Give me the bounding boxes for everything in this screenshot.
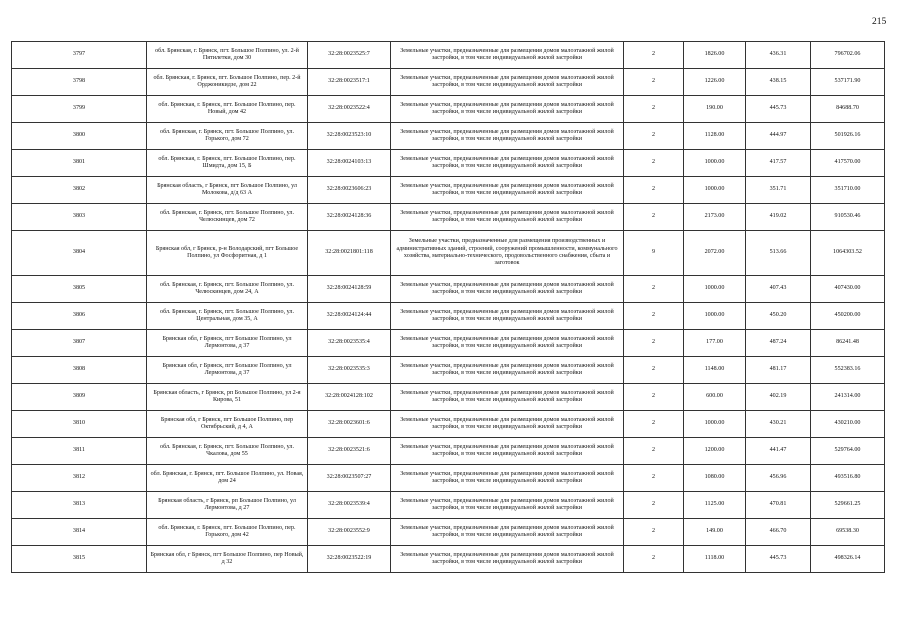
- area-cell: 1128.00: [684, 123, 746, 150]
- row-number-cell: 3806: [12, 303, 147, 330]
- table-row: [12, 177, 885, 204]
- land-use-purpose-cell: Земельные участки, предназначенные для размещения домов малоэтажной жилой застройки, в том числе индивидуальной жилой застройки: [391, 69, 624, 96]
- row-number-cell: 3811: [12, 438, 147, 465]
- area-cell: 1000.00: [684, 411, 746, 438]
- table-row: [12, 330, 885, 357]
- page-number: 215: [872, 17, 887, 27]
- row-number-cell: 3808: [12, 357, 147, 384]
- area-cell: 1148.00: [684, 357, 746, 384]
- table-row: [12, 204, 885, 231]
- address-cell: обл. Брянская, г. Брянск, пгт. Большое Полпино, ул. Челюскинцев, дом 24, А: [147, 276, 308, 303]
- row-number-cell: 3815: [12, 546, 147, 573]
- specific-value-cell: 441.47: [746, 438, 811, 465]
- cadastral-number-cell: 32:28:0023523:10: [308, 123, 391, 150]
- land-use-purpose-cell: Земельные участки, предназначенные для размещения домов малоэтажной жилой застройки, в том числе индивидуальной жилой застройки: [391, 411, 624, 438]
- land-use-group-cell: 2: [624, 492, 684, 519]
- address-cell: обл. Брянская, г. Брянск, пгт. Большое Полпино, ул. Горького, дом 72: [147, 123, 308, 150]
- area-cell: 1000.00: [684, 303, 746, 330]
- address-cell: Брянская обл, г Брянск, пгт Большое Полпино, ул Лермонтова, д 37: [147, 357, 308, 384]
- address-cell: обл. Брянская, г. Брянск, пгт. Большое Полпино, пер. Шмидта, дом 15, Б: [147, 150, 308, 177]
- area-cell: 1826.00: [684, 42, 746, 69]
- land-use-purpose-cell: Земельные участки, предназначенные для размещения домов малоэтажной жилой застройки, в том числе индивидуальной жилой застройки: [391, 438, 624, 465]
- row-number-cell: 3807: [12, 330, 147, 357]
- land-use-purpose-cell: Земельные участки, предназначенные для размещения домов малоэтажной жилой застройки, в том числе индивидуальной жилой застройки: [391, 465, 624, 492]
- table-row: [12, 276, 885, 303]
- land-use-group-cell: 2: [624, 42, 684, 69]
- land-use-purpose-cell: Земельные участки, предназначенные для размещения домов малоэтажной жилой застройки, в том числе индивидуальной жилой застройки: [391, 330, 624, 357]
- land-registry-table: [11, 41, 885, 573]
- cadastral-number-cell: 32:28:0021801:118: [308, 231, 391, 276]
- address-cell: Брянская обл, г Брянск, р-н Володарский, пгт Большое Полпино, ул Фосфоритная, д 1: [147, 231, 308, 276]
- land-use-group-cell: 2: [624, 330, 684, 357]
- land-use-purpose-cell: Земельные участки, предназначенные для размещения домов малоэтажной жилой застройки, в том числе индивидуальной жилой застройки: [391, 303, 624, 330]
- cadastral-value-cell: 498326.14: [811, 546, 885, 573]
- land-use-purpose-cell: Земельные участки, предназначенные для размещения домов малоэтажной жилой застройки, в том числе индивидуальной жилой застройки: [391, 123, 624, 150]
- cadastral-value-cell: 84688.70: [811, 96, 885, 123]
- address-cell: Брянская область, г Брянск, рп Большое Полпино, ул Лермонтова, д 27: [147, 492, 308, 519]
- table-row: [12, 231, 885, 276]
- address-cell: обл. Брянская, г. Брянск, пгт. Большое Полпино, пер. Горького, дом 42: [147, 519, 308, 546]
- cadastral-number-cell: 32:28:0023535:3: [308, 357, 391, 384]
- cadastral-value-cell: 537171.90: [811, 69, 885, 96]
- address-cell: обл. Брянская, г. Брянск, пгт. Большое Полпино, ул. Чкалова, дом 55: [147, 438, 308, 465]
- cadastral-number-cell: 32:28:0023517:1: [308, 69, 391, 96]
- table-row: [12, 150, 885, 177]
- table-row: [12, 69, 885, 96]
- specific-value-cell: 456.96: [746, 465, 811, 492]
- land-use-group-cell: 2: [624, 123, 684, 150]
- cadastral-number-cell: 32:28:0024128:59: [308, 276, 391, 303]
- land-use-group-cell: 9: [624, 231, 684, 276]
- area-cell: 177.00: [684, 330, 746, 357]
- cadastral-number-cell: 32:28:0024128:36: [308, 204, 391, 231]
- land-use-group-cell: 2: [624, 357, 684, 384]
- land-use-group-cell: 2: [624, 519, 684, 546]
- cadastral-value-cell: 1064303.52: [811, 231, 885, 276]
- specific-value-cell: 466.70: [746, 519, 811, 546]
- area-cell: 149.00: [684, 519, 746, 546]
- specific-value-cell: 402.19: [746, 384, 811, 411]
- area-cell: 1000.00: [684, 276, 746, 303]
- cadastral-value-cell: 351710.00: [811, 177, 885, 204]
- land-use-purpose-cell: Земельные участки, предназначенные для размещения домов малоэтажной жилой застройки, в том числе индивидуальной жилой застройки: [391, 546, 624, 573]
- row-number-cell: 3812: [12, 465, 147, 492]
- cadastral-number-cell: 32:28:0023521:6: [308, 438, 391, 465]
- address-cell: обл. Брянская, г. Брянск, пгт. Большое Полпино, ул. Новая, дом 24: [147, 465, 308, 492]
- cadastral-number-cell: 32:28:0023535:4: [308, 330, 391, 357]
- land-use-purpose-cell: Земельные участки, предназначенные для размещения домов малоэтажной жилой застройки, в том числе индивидуальной жилой застройки: [391, 276, 624, 303]
- table-row: [12, 465, 885, 492]
- table-row: [12, 411, 885, 438]
- land-use-purpose-cell: Земельные участки, предназначенные для размещения домов малоэтажной жилой застройки, в том числе индивидуальной жилой застройки: [391, 96, 624, 123]
- area-cell: 1080.00: [684, 465, 746, 492]
- land-use-group-cell: 2: [624, 177, 684, 204]
- land-use-purpose-cell: Земельные участки, предназначенные для размещения домов малоэтажной жилой застройки, в том числе индивидуальной жилой застройки: [391, 519, 624, 546]
- row-number-cell: 3813: [12, 492, 147, 519]
- cadastral-value-cell: 910530.46: [811, 204, 885, 231]
- land-use-purpose-cell: Земельные участки, предназначенные для размещения производственных и административных зданий, строений, сооружений промышленности, коммунального хозяйства, материально-технического, продовольственного снабжения, сбыта и заготовок: [391, 231, 624, 276]
- row-number-cell: 3804: [12, 231, 147, 276]
- address-cell: обл. Брянская, г. Брянск, пгт. Большое Полпино, ул. Центральная, дом 35, А: [147, 303, 308, 330]
- row-number-cell: 3799: [12, 96, 147, 123]
- land-use-purpose-cell: Земельные участки, предназначенные для размещения домов малоэтажной жилой застройки, в том числе индивидуальной жилой застройки: [391, 150, 624, 177]
- row-number-cell: 3803: [12, 204, 147, 231]
- address-cell: Брянская обл, г Брянск, пгт Большое Полпино, ул Лермонтова, д 37: [147, 330, 308, 357]
- table-row: [12, 384, 885, 411]
- area-cell: 1118.00: [684, 546, 746, 573]
- address-cell: обл. Брянская, г. Брянск, пгт. Большое Полпино, пер. Новый, дом 42: [147, 96, 308, 123]
- area-cell: 1226.00: [684, 69, 746, 96]
- land-use-group-cell: 2: [624, 69, 684, 96]
- area-cell: 1000.00: [684, 177, 746, 204]
- specific-value-cell: 470.81: [746, 492, 811, 519]
- land-use-group-cell: 2: [624, 438, 684, 465]
- land-use-purpose-cell: Земельные участки, предназначенные для размещения домов малоэтажной жилой застройки, в том числе индивидуальной жилой застройки: [391, 177, 624, 204]
- land-use-group-cell: 2: [624, 465, 684, 492]
- land-use-group-cell: 2: [624, 96, 684, 123]
- specific-value-cell: 438.15: [746, 69, 811, 96]
- land-use-group-cell: 2: [624, 276, 684, 303]
- cadastral-number-cell: 32:28:0024103:13: [308, 150, 391, 177]
- cadastral-number-cell: 32:28:0023606:23: [308, 177, 391, 204]
- area-cell: 600.00: [684, 384, 746, 411]
- area-cell: 1200.00: [684, 438, 746, 465]
- specific-value-cell: 513.66: [746, 231, 811, 276]
- address-cell: обл. Брянская, г. Брянск, пгт. Большое Полпино, ул. 2-й Пятилетки, дом 30: [147, 42, 308, 69]
- cadastral-value-cell: 69538.30: [811, 519, 885, 546]
- cadastral-value-cell: 417570.00: [811, 150, 885, 177]
- cadastral-number-cell: 32:28:0023522:19: [308, 546, 391, 573]
- address-cell: Брянская обл, г Брянск, пгт Большое Полпино, пер Октябрьский, д 4, А: [147, 411, 308, 438]
- area-cell: 190.00: [684, 96, 746, 123]
- cadastral-value-cell: 407430.00: [811, 276, 885, 303]
- address-cell: Брянская область, г Брянск, пгт Большое Полпино, ул Молокова, д/д 63 А: [147, 177, 308, 204]
- cadastral-number-cell: 32:28:0023525:7: [308, 42, 391, 69]
- area-cell: 1125.00: [684, 492, 746, 519]
- land-use-group-cell: 2: [624, 150, 684, 177]
- table-row: [12, 303, 885, 330]
- cadastral-number-cell: 32:28:0023507:27: [308, 465, 391, 492]
- row-number-cell: 3802: [12, 177, 147, 204]
- cadastral-value-cell: 529661.25: [811, 492, 885, 519]
- table-row: [12, 357, 885, 384]
- cadastral-value-cell: 430210.00: [811, 411, 885, 438]
- cadastral-value-cell: 552383.16: [811, 357, 885, 384]
- row-number-cell: 3814: [12, 519, 147, 546]
- specific-value-cell: 445.73: [746, 96, 811, 123]
- table-body: [12, 42, 885, 573]
- cadastral-value-cell: 86241.48: [811, 330, 885, 357]
- table-row: [12, 96, 885, 123]
- table-row: [12, 519, 885, 546]
- specific-value-cell: 450.20: [746, 303, 811, 330]
- table-row: [12, 123, 885, 150]
- cadastral-value-cell: 450200.00: [811, 303, 885, 330]
- cadastral-number-cell: 32:28:0023552:9: [308, 519, 391, 546]
- table-row: [12, 492, 885, 519]
- area-cell: 2072.00: [684, 231, 746, 276]
- row-number-cell: 3805: [12, 276, 147, 303]
- row-number-cell: 3800: [12, 123, 147, 150]
- specific-value-cell: 430.21: [746, 411, 811, 438]
- specific-value-cell: 417.57: [746, 150, 811, 177]
- area-cell: 1000.00: [684, 150, 746, 177]
- row-number-cell: 3797: [12, 42, 147, 69]
- cadastral-value-cell: 493516.80: [811, 465, 885, 492]
- row-number-cell: 3798: [12, 69, 147, 96]
- land-use-group-cell: 2: [624, 384, 684, 411]
- specific-value-cell: 407.43: [746, 276, 811, 303]
- specific-value-cell: 444.97: [746, 123, 811, 150]
- specific-value-cell: 436.31: [746, 42, 811, 69]
- area-cell: 2173.00: [684, 204, 746, 231]
- table-row: [12, 42, 885, 69]
- row-number-cell: 3810: [12, 411, 147, 438]
- land-use-purpose-cell: Земельные участки, предназначенные для размещения домов малоэтажной жилой застройки, в том числе индивидуальной жилой застройки: [391, 204, 624, 231]
- cadastral-number-cell: 32:28:0024124:44: [308, 303, 391, 330]
- land-use-purpose-cell: Земельные участки, предназначенные для размещения домов малоэтажной жилой застройки, в том числе индивидуальной жилой застройки: [391, 42, 624, 69]
- cadastral-value-cell: 501926.16: [811, 123, 885, 150]
- cadastral-number-cell: 32:28:0023522:4: [308, 96, 391, 123]
- table-row: [12, 546, 885, 573]
- land-use-group-cell: 2: [624, 546, 684, 573]
- land-use-group-cell: 2: [624, 411, 684, 438]
- address-cell: обл. Брянская, г. Брянск, пгт. Большое Полпино, пер. 2-й Орджоникидзе, дом 22: [147, 69, 308, 96]
- land-use-group-cell: 2: [624, 204, 684, 231]
- cadastral-number-cell: 32:28:0023601:6: [308, 411, 391, 438]
- row-number-cell: 3801: [12, 150, 147, 177]
- cadastral-number-cell: 32:28:0024128:102: [308, 384, 391, 411]
- row-number-cell: 3809: [12, 384, 147, 411]
- specific-value-cell: 419.02: [746, 204, 811, 231]
- specific-value-cell: 487.24: [746, 330, 811, 357]
- address-cell: обл. Брянская, г. Брянск, пгт. Большое Полпино, ул. Челюскинцев, дом 72: [147, 204, 308, 231]
- cadastral-value-cell: 796702.06: [811, 42, 885, 69]
- specific-value-cell: 481.17: [746, 357, 811, 384]
- specific-value-cell: 445.73: [746, 546, 811, 573]
- address-cell: Брянская обл, г Брянск, пгт Большое Полпино, пер Новый, д 32: [147, 546, 308, 573]
- land-use-purpose-cell: Земельные участки, предназначенные для размещения домов малоэтажной жилой застройки, в том числе индивидуальной жилой застройки: [391, 357, 624, 384]
- land-use-purpose-cell: Земельные участки, предназначенные для размещения домов малоэтажной жилой застройки, в том числе индивидуальной жилой застройки: [391, 384, 624, 411]
- land-use-purpose-cell: Земельные участки, предназначенные для размещения домов малоэтажной жилой застройки, в том числе индивидуальной жилой застройки: [391, 492, 624, 519]
- cadastral-value-cell: 241314.00: [811, 384, 885, 411]
- address-cell: Брянская область, г Брянск, рп Большое Полпино, ул 2-я Кирова, 51: [147, 384, 308, 411]
- specific-value-cell: 351.71: [746, 177, 811, 204]
- cadastral-number-cell: 32:28:0023539:4: [308, 492, 391, 519]
- land-use-group-cell: 2: [624, 303, 684, 330]
- cadastral-value-cell: 529764.00: [811, 438, 885, 465]
- table-row: [12, 438, 885, 465]
